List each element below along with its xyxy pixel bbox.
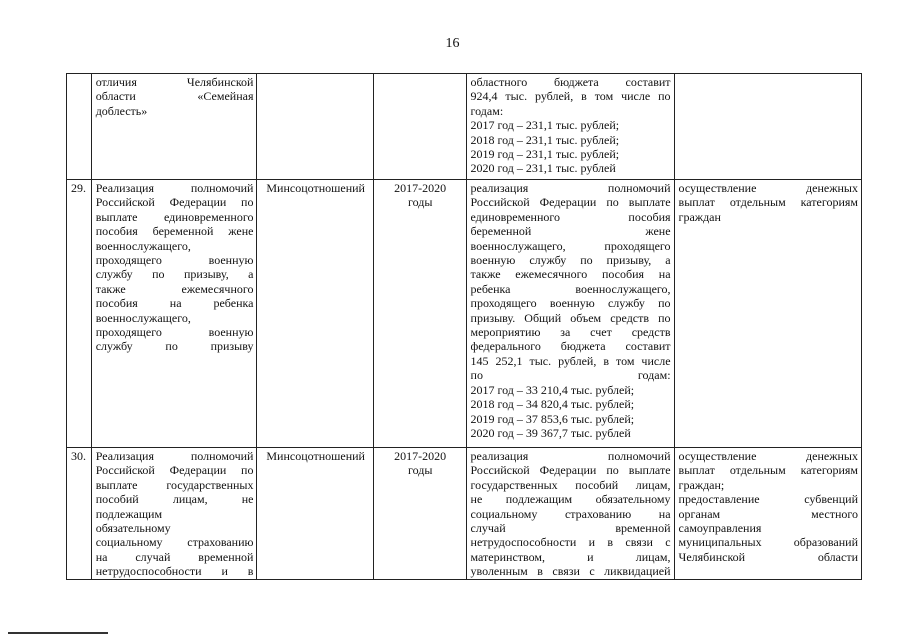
text-line: отличия Челябинской (95, 75, 254, 89)
row-number (67, 74, 92, 180)
term (373, 448, 466, 580)
text-line: областного бюджета составит (470, 75, 671, 89)
text-line: 145 252,1 тыс. рублей, в том числе (470, 353, 671, 368)
text-line: органам местного (678, 506, 858, 521)
term-line: годы (407, 463, 433, 478)
text-line: доблесть» (95, 103, 148, 118)
text-line: мероприятию за счет средств (470, 325, 671, 340)
text-line: 2017 год – 231,1 тыс. рублей; (470, 118, 620, 133)
text-line: военнослужащего, (95, 310, 191, 325)
text-line: федерального бюджета составит (470, 339, 671, 354)
text-line: 2019 год – 231,1 тыс. рублей; (470, 147, 620, 162)
text-line: службу по призыву (95, 339, 254, 354)
text-line: нетрудоспособности и в (95, 564, 254, 579)
description (466, 448, 674, 580)
text-line: граждан (678, 209, 721, 224)
text-line: Российской Федерации по (95, 195, 254, 210)
text-line: беременной жене (470, 224, 671, 239)
text-line: единовременного пособия (470, 209, 671, 224)
text-line: уволенным в связи с ликвидацией (470, 564, 671, 579)
text-line: пособия беременной жене (95, 224, 254, 239)
text-line: Реализация полномочий (95, 181, 254, 195)
text-line: подлежащим (95, 506, 163, 521)
text-line: проходящего военную службу по (470, 296, 671, 311)
text-line: пособия на ребенка (95, 296, 254, 311)
text-line: социальному страхованию на (470, 506, 671, 521)
text-line: 924,4 тыс. рублей, в том числе по (470, 89, 671, 104)
text-line: реализация полномочий (470, 181, 671, 195)
text-line: выплат отдельным категориям (678, 463, 858, 478)
text-line: военную службу по призыву, а (470, 253, 671, 268)
text-line: также ежемесячного пособия на (470, 267, 671, 282)
text-line: проходящего военную (95, 253, 254, 268)
term-line: 2017-2020 (394, 449, 447, 463)
text-line: Российской Федерации по (95, 463, 254, 478)
text-line: предоставление субвенций (678, 492, 858, 507)
table-row (67, 448, 862, 580)
text-line: проходящего военную (95, 325, 254, 340)
executor (257, 74, 373, 180)
text-line: ребенка военнослужащего, (470, 281, 671, 296)
text-line: социальному страхованию (95, 535, 254, 550)
table-row (67, 180, 862, 448)
text-line: пособий лицам, не (95, 492, 254, 507)
text-line: случай временной (470, 521, 671, 536)
text-line: государственных пособий лицам, (470, 477, 671, 492)
text-line: призыву. Общий объем средств по (470, 310, 671, 325)
text-line: годам: (470, 103, 504, 118)
term (373, 180, 466, 448)
text-line: обязательному (95, 521, 171, 536)
measures-table (66, 73, 862, 580)
term-line: годы (407, 195, 433, 210)
text-line: области «Семейная (95, 89, 254, 104)
expected-result (674, 448, 861, 580)
text-line: выплате государственных (95, 477, 254, 492)
text-line: выплате единовременного (95, 209, 254, 224)
text-line: муниципальных образований (678, 535, 858, 550)
measure-name (91, 448, 257, 580)
text-line: Российской Федерации по выплате (470, 463, 671, 478)
row-number: 29. (67, 180, 92, 448)
text-line: также ежемесячного (95, 281, 254, 296)
text-line: Реализация полномочий (95, 449, 254, 463)
text-line: военнослужащего, проходящего (470, 238, 671, 253)
text-line: не подлежащим обязательному (470, 492, 671, 507)
row-number: 30. (67, 448, 92, 580)
text-line: материнством, и лицам, (470, 549, 671, 564)
description (466, 74, 674, 180)
measure-name (91, 180, 257, 448)
page-number: 16 (445, 36, 460, 51)
text-line: 2020 год – 39 367,7 тыс. рублей (470, 425, 631, 440)
table-row (67, 74, 862, 180)
executor: Минсоцотношений (257, 448, 373, 580)
text-line: военнослужащего, (95, 238, 191, 253)
text-line: службу по призыву, а (95, 267, 254, 282)
measure-name (91, 74, 257, 180)
term (373, 74, 466, 180)
executor: Минсоцотношений (257, 180, 373, 448)
table-body (67, 74, 862, 580)
text-line: 2018 год – 34 820,4 тыс. рублей; (470, 397, 635, 412)
description (466, 180, 674, 448)
text-line: 2019 год – 37 853,6 тыс. рублей; (470, 411, 635, 426)
text-line: нетрудоспособности и в связи с (470, 535, 671, 550)
text-line: Российской Федерации по выплате (470, 195, 671, 210)
text-line: 2018 год – 231,1 тыс. рублей; (470, 132, 620, 147)
expected-result (674, 74, 861, 180)
text-line: Челябинской области (678, 549, 858, 564)
expected-result (674, 180, 861, 448)
text-line: по годам: (470, 368, 671, 383)
text-line: на случай временной (95, 549, 254, 564)
text-line: 2020 год – 231,1 тыс. рублей (470, 161, 616, 176)
text-line: реализация полномочий (470, 449, 671, 463)
term-line: 2017-2020 (394, 181, 447, 195)
text-line: выплат отдельным категориям (678, 195, 858, 210)
text-line: граждан; (678, 477, 725, 492)
text-line: осуществление денежных (678, 181, 858, 195)
text-line: самоуправления (678, 521, 762, 536)
text-line: осуществление денежных (678, 449, 858, 463)
text-line: 2017 год – 33 210,4 тыс. рублей; (470, 382, 635, 397)
footer-rule (8, 632, 108, 634)
